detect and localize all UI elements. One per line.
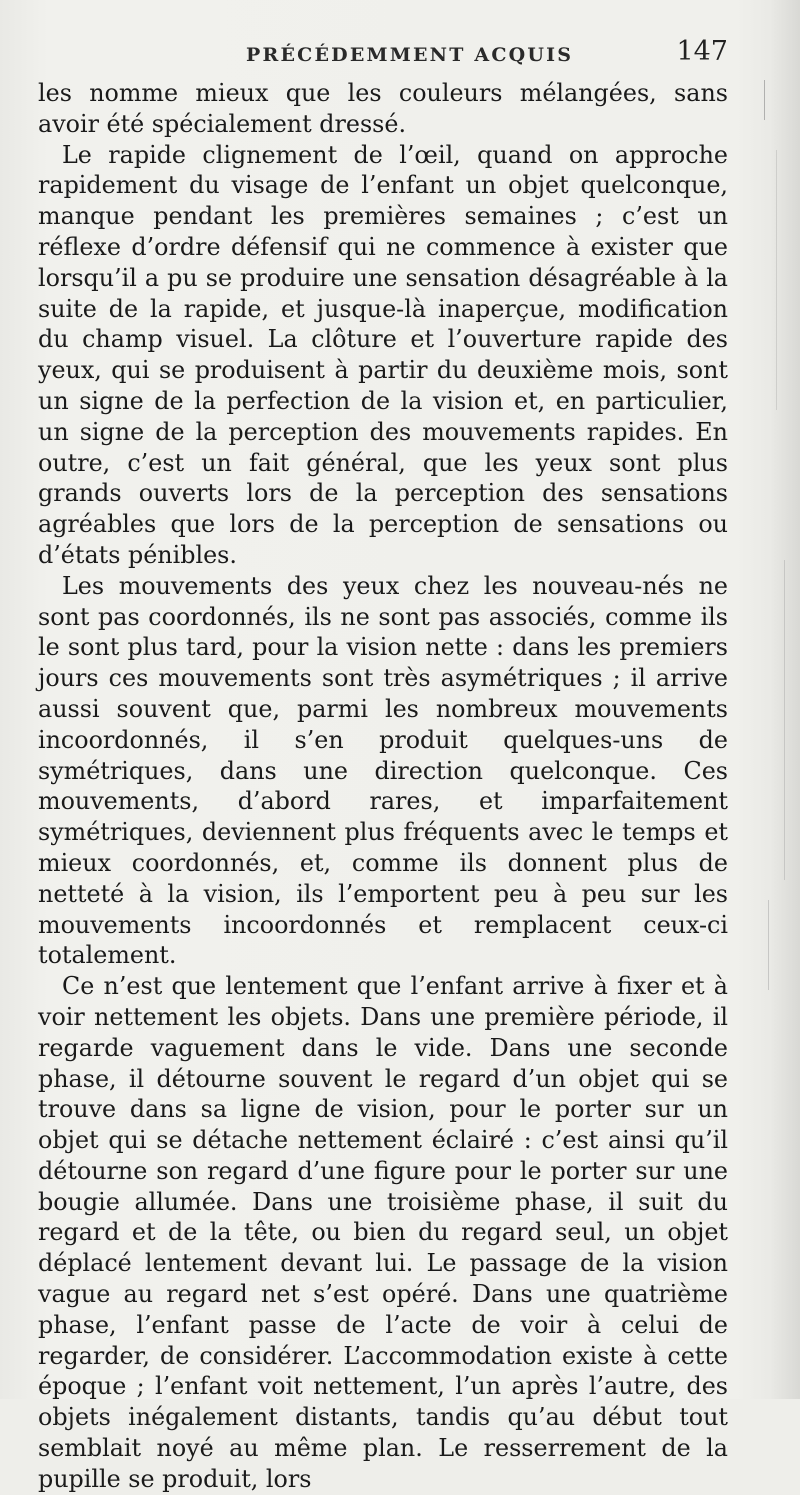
paragraph-3: Les mouvements des yeux chez les nouveau-nés ne sont pas coordonnés, ils ne sont pas associés, comme ils le sont plus tard, pour la vision nette : dans les premiers jours ces mouvements sont très asymétriques ; il arrive aussi souvent que, parmi les nombreux mouvements incoordonnés, il s’en produit quelques-uns de symétriques, dans une direction quelconque. Ces mouvements, d’abord rares, et imparfaitement symétriques, deviennent plus fréquents avec le temps et mieux coordonnés, et, comme ils donnent plus de netteté à la vision, ils l’emportent peu à peu sur les mouvements incoordonnés et remplacent ceux-ci totalement. bbox=[38, 571, 728, 970]
paragraph-4: Ce n’est que lentement que l’enfant arrive à fixer et à voir nettement les objets. Dans une première période, il regarde vaguement dans le vide. Dans une seconde phase, il détourne souvent le regard d’un objet qui se trouve dans sa ligne de vision, pour le porter sur un objet qui se détache nettement éclairé : c’est ainsi qu’il détourne son regard d’une figure pour le porter sur une bougie allumée. Dans une troisième phase, il suit du regard et de la tête, ou bien du regard seul, un objet déplacé lentement devant lui. Le passage de la vision vague au regard net s’est opéré. Dans une quatrième phase, l’enfant passe de l’acte de voir à celui de regarder, de considérer. L’accommodation existe à cette époque ; l’enfant voit nettement, l’un après l’autre, des objets inégalement distants, tandis qu’au début tout semblait noyé au même plan. Le resserrement de la pupille se produit, lors bbox=[38, 972, 728, 1493]
page-header bbox=[38, 34, 728, 74]
body-text bbox=[38, 78, 728, 1495]
page-number: 147 bbox=[676, 36, 728, 67]
paragraph-1: les nomme mieux que les couleurs mélangées, sans avoir été spécialement dressé. bbox=[38, 79, 728, 138]
scan-mark bbox=[784, 560, 785, 880]
running-head: PRÉCÉDEMMENT ACQUIS bbox=[246, 44, 574, 66]
scan-mark bbox=[776, 150, 777, 410]
paragraph-2: Le rapide clignement de l’œil, quand on approche rapidement du visage de l’enfant un objet quelconque, manque pendant les premières semaines ; c’est un réflexe d’ordre défensif qui ne commence à exister que lorsqu’il a pu se produire une sensation désagréable à la suite de la rapide, et jusque-là inaperçue, modification du champ visuel. La clôture et l’ouverture rapide des yeux, qui se produisent à partir du deuxième mois, sont un signe de la perfection de la vision et, en particulier, un signe de la perception des mouvements rapides. En outre, c’est un fait général, que les yeux sont plus grands ouverts lors de la perception des sensations agréables que lors de la perception de sensations ou d’états pénibles. bbox=[38, 140, 728, 569]
scan-mark bbox=[768, 900, 769, 990]
scan-shadow-edge bbox=[770, 0, 800, 1399]
scan-mark bbox=[764, 80, 765, 120]
